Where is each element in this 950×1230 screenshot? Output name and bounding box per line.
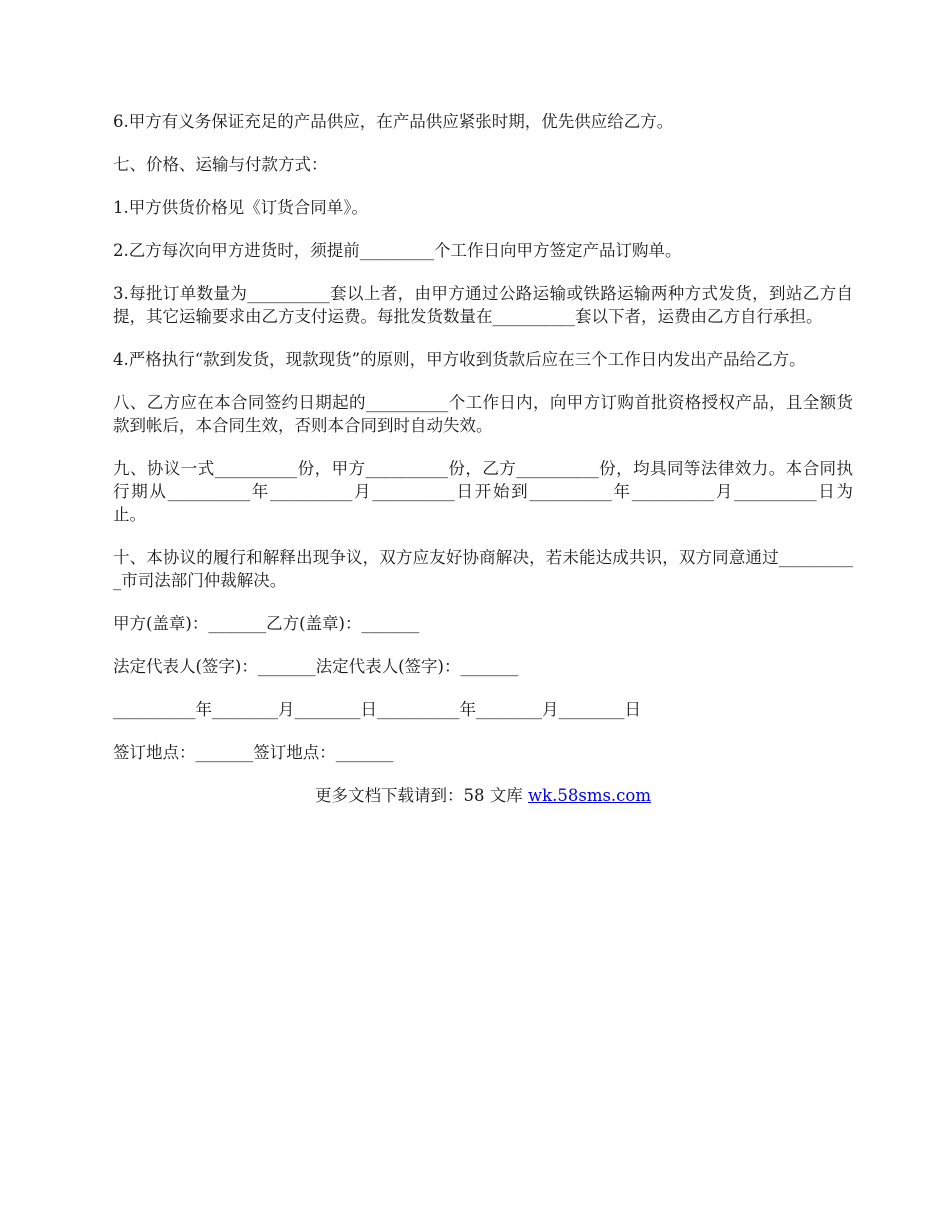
section-7-heading: 七、价格、运输与付款方式： <box>113 155 328 174</box>
footer-text: 更多文档下载请到：58 文库 <box>314 786 528 805</box>
clause-6-supply: 6.甲方有义务保证充足的产品供应，在产品供应紧张时期，优先供应给乙方。 <box>113 112 674 131</box>
section-10-dispute: 十、本协议的履行和解释出现争议，双方应友好协商解决，若未能达成共识，双方同意通过__________市司法部门仲裁解决。 <box>113 548 853 590</box>
signature-seal-line: 甲方(盖章)：_______乙方(盖章)：_______ <box>113 614 420 633</box>
section-9-copies-term: 九、协议一式__________份，甲方__________份，乙方__________份，均具同等法律效力。本合同执行期从__________年__________月__________日开始到__________年__________月__________日为止。 <box>113 459 853 524</box>
footer-link[interactable]: wk.58sms.com <box>527 786 651 805</box>
signature-location-line: 签订地点：_______签订地点：_______ <box>113 743 394 762</box>
clause-7-3-shipping: 3.每批订单数量为__________套以上者，由甲方通过公路运输或铁路运输两种方式发货，到站乙方自提，其它运输要求由乙方支付运费。每批发货数量在__________套以下者，运费由乙方自行承担。 <box>113 284 853 326</box>
footer <box>113 784 853 807</box>
clause-7-4-payment: 4.严格执行“款到发货，现款现货”的原则，甲方收到货款后应在三个工作日内发出产品给乙方。 <box>113 350 806 369</box>
clause-7-1-price: 1.甲方供货价格见《订货合同单》。 <box>113 198 368 217</box>
clause-7-2-order-notice: 2.乙方每次向甲方进货时，须提前_________个工作日向甲方签定产品订购单。 <box>113 241 682 260</box>
signature-representative-line: 法定代表人(签字)：_______法定代表人(签字)：_______ <box>113 657 519 676</box>
section-8-first-order: 八、乙方应在本合同签约日期起的__________个工作日内，向甲方订购首批资格授权产品，且全额货款到帐后，本合同生效，否则本合同到时自动失效。 <box>113 393 853 435</box>
signature-date-line: __________年________月________日__________年________月________日 <box>113 700 641 719</box>
document-page <box>113 110 853 807</box>
